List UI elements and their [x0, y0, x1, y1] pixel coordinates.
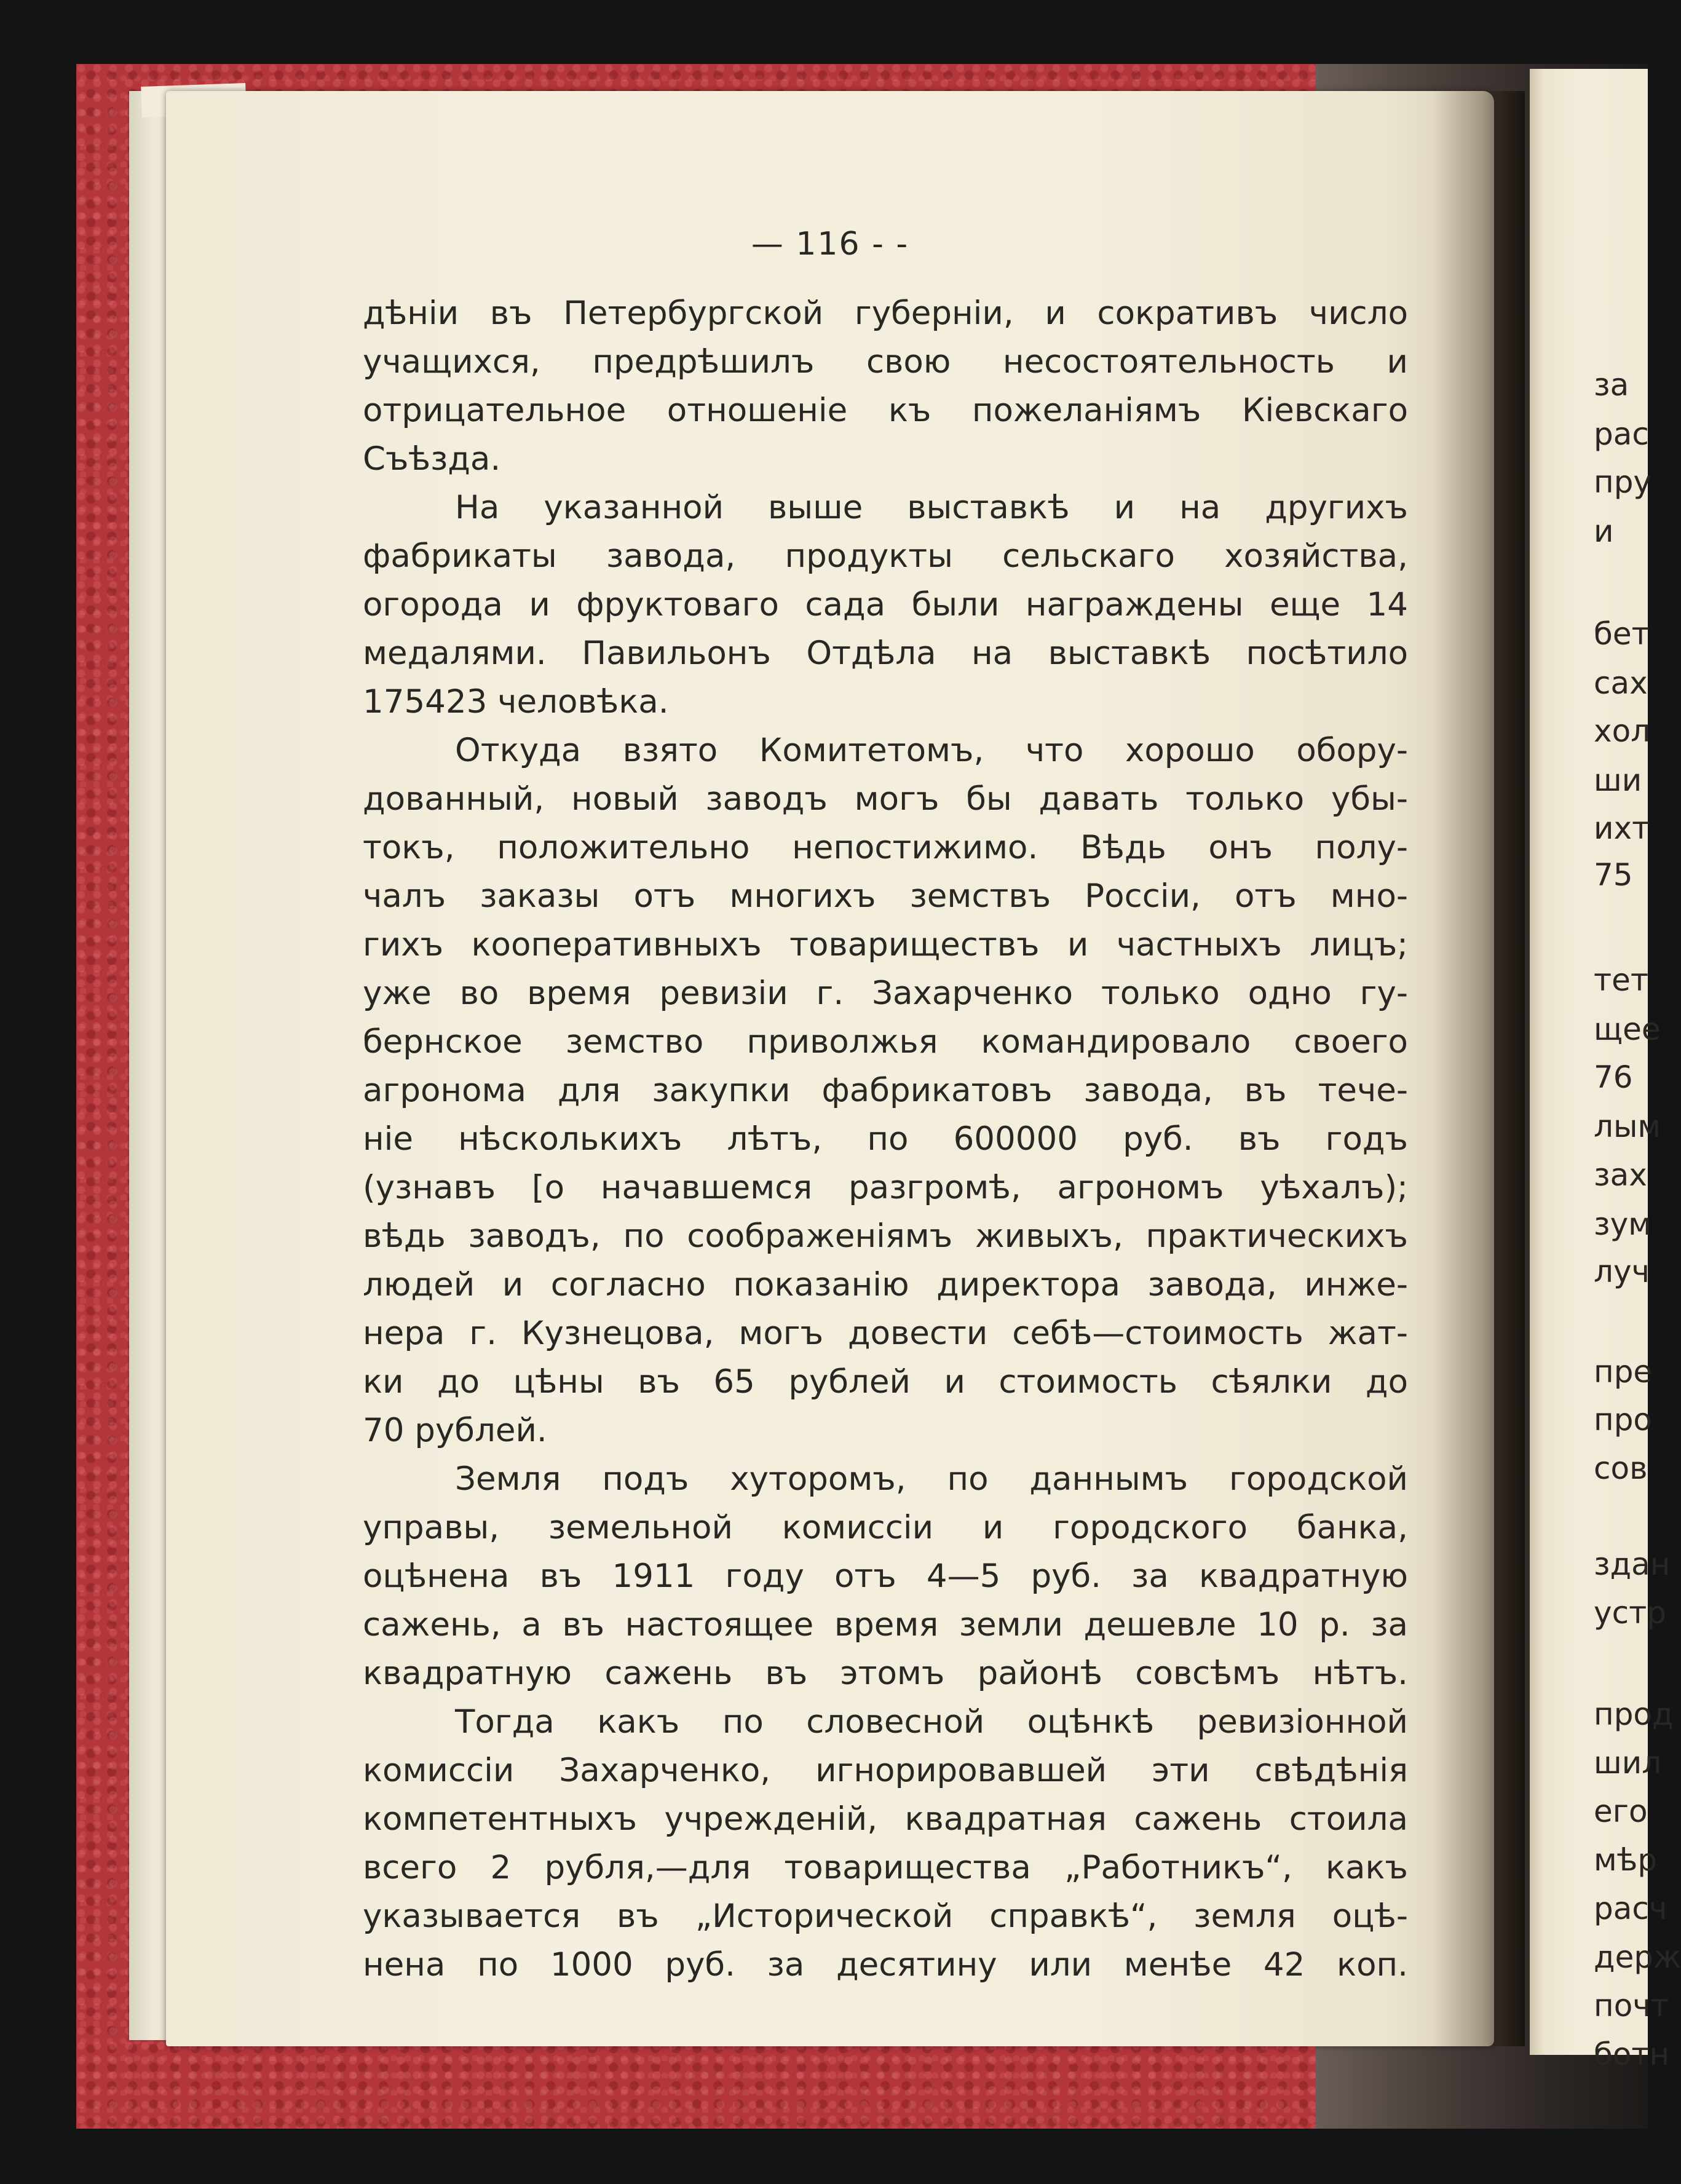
facing-text-fragment: рас — [1594, 416, 1649, 452]
facing-text-fragment: зах — [1594, 1157, 1647, 1193]
text-line: учащихся, предрѣшилъ свою несостоятельность и — [363, 343, 1408, 381]
text-line: отрицательное отношеніе къ пожеланіямъ Кіевскаго — [363, 392, 1408, 429]
facing-text-fragment: бет — [1594, 616, 1650, 652]
text-line: оцѣнена въ 1911 году отъ 4—5 руб. за квадратную — [363, 1557, 1408, 1595]
text-line: сажень, а въ настоящее время земли дешевле 10 р. за — [363, 1606, 1408, 1644]
text-line: гихъ кооперативныхъ товариществъ и частныхъ лицъ; — [363, 926, 1408, 963]
text-line: уже во время ревизіи г. Захарченко только одно гу- — [363, 975, 1408, 1012]
facing-text-fragment: хол — [1594, 713, 1651, 749]
facing-text-fragment: зум — [1594, 1206, 1651, 1242]
text-line: всего 2 рубля,—для товарищества „Работникъ“, какъ — [363, 1849, 1408, 1886]
text-line: агронома для закупки фабрикатовъ завода, въ тече- — [363, 1072, 1408, 1109]
facing-text-fragment: сов — [1594, 1450, 1648, 1486]
facing-text-fragment: ихт — [1594, 810, 1650, 846]
facing-text-fragment: расч — [1594, 1891, 1667, 1926]
facing-text-fragment: за — [1594, 367, 1629, 403]
text-line: ки до цѣны въ 65 рублей и стоимость сѣялки до — [363, 1363, 1408, 1401]
text-line: бернское земство приволжья командировало своего — [363, 1023, 1408, 1061]
text-line: вѣдь заводъ, по соображеніямъ живыхъ, практическихъ — [363, 1217, 1408, 1255]
text-line: Откуда взято Комитетомъ, что хорошо обору- — [455, 732, 1408, 769]
text-line: дованный, новый заводъ могъ бы давать только убы- — [363, 780, 1408, 818]
facing-text-fragment: прод — [1594, 1696, 1674, 1732]
facing-text-fragment: сах — [1594, 665, 1648, 701]
page-text — [363, 289, 1408, 1989]
facing-text-fragment: лым — [1594, 1109, 1661, 1144]
facing-text-fragment: луч — [1594, 1254, 1650, 1289]
facing-text-fragment: почт — [1594, 1988, 1669, 2024]
facing-text-fragment: здан — [1594, 1546, 1671, 1582]
facing-text-fragment: пре — [1594, 1354, 1653, 1390]
text-line: указывается въ „Исторической справкѣ“, земля оцѣ- — [363, 1897, 1408, 1935]
text-line: токъ, положительно непостижимо. Вѣдь онъ полу- — [363, 829, 1408, 866]
text-line: нена по 1000 руб. за десятину или менѣе 42 коп. — [363, 1946, 1408, 1984]
facing-text-fragment: устр — [1594, 1595, 1666, 1631]
facing-text-fragment: его — [1594, 1794, 1648, 1829]
text-line: фабрикаты завода, продукты сельскаго хозяйства, — [363, 537, 1408, 575]
text-line: компетентныхъ учрежденій, квадратная сажень стоила — [363, 1800, 1408, 1838]
text-line: людей и согласно показанію директора завода, инже- — [363, 1266, 1408, 1304]
text-line: На указанной выше выставкѣ и на другихъ — [455, 489, 1408, 526]
text-line: Съѣзда. — [363, 440, 501, 478]
facing-page — [1530, 69, 1681, 2072]
text-line: дѣніи въ Петербургской губерніи, и сокративъ число — [363, 295, 1408, 332]
page-number: — 116 - - — [751, 226, 909, 263]
facing-text-fragment: ботн — [1594, 2036, 1670, 2072]
text-line: ніе нѣсколькихъ лѣтъ, по 600000 руб. въ годъ — [363, 1120, 1408, 1158]
facing-text-fragment: ши — [1594, 762, 1642, 798]
text-line: управы, земельной комиссіи и городского банка, — [363, 1509, 1408, 1546]
facing-text-fragment: щее — [1594, 1011, 1661, 1047]
facing-text-fragment: мѣр — [1594, 1842, 1658, 1878]
text-line: 70 рублей. — [363, 1412, 547, 1449]
text-line: медалями. Павильонъ Отдѣла на выставкѣ посѣтило — [363, 635, 1408, 672]
text-line: огорода и фруктоваго сада были награждены еще 14 — [363, 586, 1408, 623]
text-line: чалъ заказы отъ многихъ земствъ Россіи, отъ мно- — [363, 877, 1408, 915]
facing-text-fragment: и — [1594, 513, 1614, 549]
text-line: Земля подъ хуторомъ, по даннымъ городской — [455, 1460, 1408, 1498]
left-page — [166, 91, 1494, 2046]
text-line: 175423 человѣка. — [363, 683, 669, 721]
gutter-shadow — [1433, 91, 1525, 2046]
facing-text-fragment: тет — [1594, 962, 1649, 998]
facing-text-fragment: шил — [1594, 1745, 1662, 1781]
text-line: Тогда какъ по словесной оцѣнкѣ ревизіонной — [455, 1703, 1408, 1741]
facing-text-fragment: 75 — [1594, 857, 1633, 893]
facing-text-fragment: пру — [1594, 464, 1652, 500]
text-line: комиссіи Захарченко, игнорировавшей эти свѣдѣнія — [363, 1752, 1408, 1789]
facing-text-fragment: про — [1594, 1402, 1653, 1438]
text-line: квадратную сажень въ этомъ районѣ совсѣмъ нѣтъ. — [363, 1655, 1408, 1692]
facing-text-fragment: держ — [1594, 1939, 1681, 1975]
facing-text-fragment: 76 — [1594, 1059, 1633, 1095]
text-line: (узнавъ [о начавшемся разгромѣ, агрономъ уѣхалъ); — [363, 1169, 1408, 1206]
text-line: нера г. Кузнецова, могъ довести себѣ—стоимость жат- — [363, 1315, 1408, 1352]
